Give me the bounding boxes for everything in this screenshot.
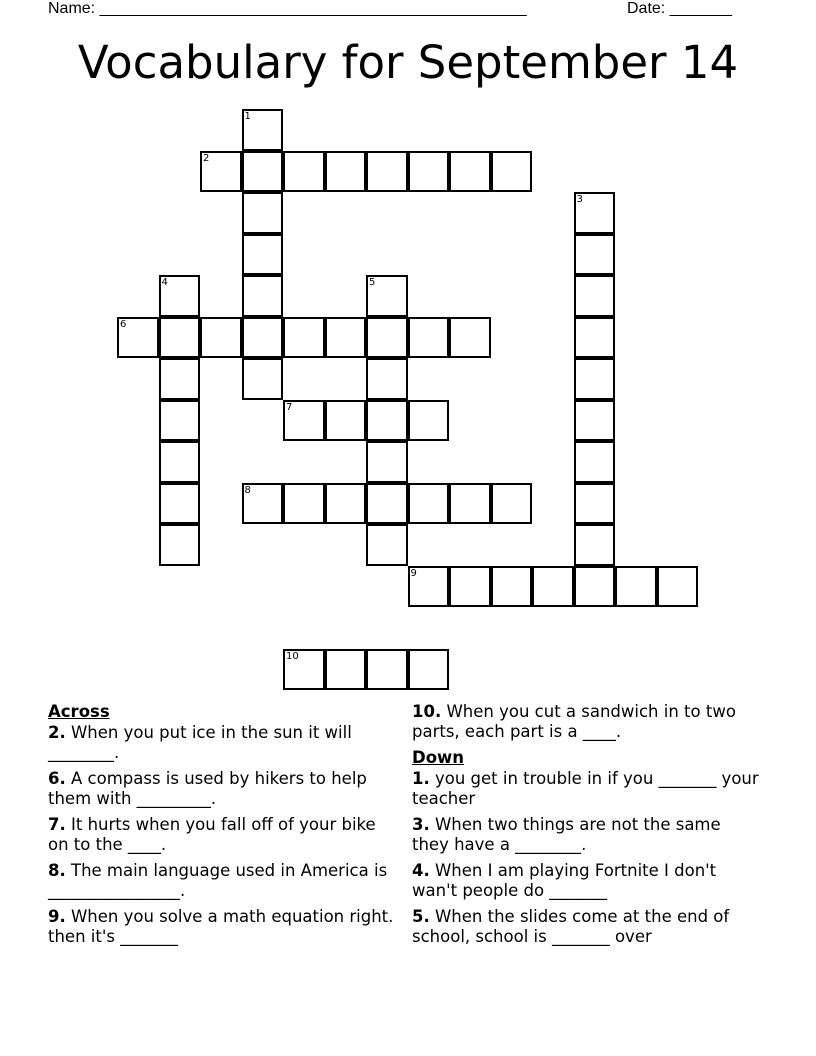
down-clue-3 — [412, 815, 762, 855]
crossword-cell[interactable] — [408, 649, 450, 691]
crossword-cell[interactable] — [325, 649, 367, 691]
crossword-cell[interactable] — [283, 483, 325, 525]
crossword-cell[interactable] — [325, 317, 367, 359]
clue-number-label: 3 — [576, 194, 583, 205]
crossword-cell[interactable] — [283, 151, 325, 193]
crossword-cell[interactable] — [657, 566, 699, 608]
crossword-cell[interactable] — [159, 483, 201, 525]
crossword-cell[interactable] — [449, 151, 491, 193]
crossword-cell[interactable] — [366, 649, 408, 691]
crossword-cell[interactable] — [574, 317, 616, 359]
crossword-cell[interactable] — [408, 317, 450, 359]
crossword-cell[interactable] — [242, 483, 284, 525]
across-heading: Across — [48, 702, 110, 721]
crossword-cell[interactable] — [366, 317, 408, 359]
crossword-cell[interactable] — [159, 275, 201, 317]
clue-number: 10. — [412, 702, 442, 721]
across-clue-6 — [48, 769, 398, 809]
crossword-cell[interactable] — [325, 483, 367, 525]
crossword-cell[interactable] — [283, 649, 325, 691]
crossword-cell[interactable] — [366, 524, 408, 566]
crossword-cell[interactable] — [449, 483, 491, 525]
crossword-cell[interactable] — [117, 317, 159, 359]
clue-text: It hurts when you fall off of your bike on to the ____. — [48, 815, 376, 854]
clue-number: 7. — [48, 815, 66, 834]
crossword-cell[interactable] — [408, 151, 450, 193]
crossword-cell[interactable] — [574, 524, 616, 566]
clue-number: 9. — [48, 907, 66, 926]
clue-text: The main language used in America is ________________. — [48, 861, 388, 900]
clue-number: 4. — [412, 861, 430, 880]
clue-text: When you cut a sandwich in to two parts, each part is a ____. — [412, 702, 736, 741]
clue-number-label: 2 — [203, 152, 210, 164]
crossword-cell[interactable] — [408, 566, 450, 608]
crossword-cell[interactable] — [242, 317, 284, 359]
crossword-cell[interactable] — [283, 400, 325, 442]
clue-text: When you solve a math equation right. then it's _______ — [48, 907, 394, 946]
clue-number-label: 6 — [120, 318, 127, 330]
clue-number: 3. — [412, 815, 430, 834]
crossword-cell[interactable] — [574, 566, 616, 608]
crossword-cell[interactable] — [574, 483, 616, 525]
down-clue-1 — [412, 769, 762, 809]
crossword-cell[interactable] — [242, 151, 284, 193]
crossword-cell[interactable] — [159, 400, 201, 442]
crossword-cell[interactable] — [200, 151, 242, 193]
clue-text: you get in trouble in if you _______ your teacher — [412, 769, 759, 808]
crossword-cell[interactable] — [532, 566, 574, 608]
across-clue-7 — [48, 815, 398, 855]
crossword-cell[interactable] — [366, 358, 408, 400]
crossword-cell[interactable] — [200, 317, 242, 359]
clues-left-column — [48, 702, 398, 953]
crossword-cell[interactable] — [159, 441, 201, 483]
crossword-cell[interactable] — [366, 151, 408, 193]
crossword-cell[interactable] — [615, 566, 657, 608]
clue-number: 2. — [48, 723, 66, 742]
crossword-cell[interactable] — [159, 358, 201, 400]
clue-number: 6. — [48, 769, 66, 788]
clue-number: 1. — [412, 769, 430, 788]
across-clue-10 — [412, 702, 762, 742]
date-field-label: Date: _______ — [627, 0, 732, 17]
crossword-cell[interactable] — [242, 234, 284, 276]
clue-text: A compass is used by hikers to help them with _________. — [48, 769, 367, 808]
clue-number-label: 7 — [286, 401, 293, 413]
clue-text: When the slides come at the end of school, school is _______ over — [412, 907, 730, 946]
across-clue-9 — [48, 907, 398, 947]
crossword-cell[interactable] — [242, 192, 284, 234]
crossword-cell[interactable] — [449, 566, 491, 608]
crossword-cell[interactable] — [491, 483, 533, 525]
clue-text: When I am playing Fortnite I don't wan't people do _______ — [412, 861, 717, 900]
crossword-cell[interactable] — [574, 441, 616, 483]
clue-number-label: 1 — [244, 111, 251, 122]
down-heading: Down — [412, 748, 465, 767]
crossword-cell[interactable] — [283, 317, 325, 359]
crossword-cell[interactable] — [366, 275, 408, 317]
crossword-cell[interactable] — [449, 317, 491, 359]
down-clue-5 — [412, 907, 762, 947]
crossword-cell[interactable] — [325, 151, 367, 193]
crossword-cell[interactable] — [574, 400, 616, 442]
clue-number-label: 5 — [369, 277, 376, 288]
crossword-cell[interactable] — [366, 400, 408, 442]
clue-number-label: 10 — [286, 650, 299, 662]
across-clue-2 — [48, 723, 398, 763]
crossword-cell[interactable] — [574, 358, 616, 400]
crossword-cell[interactable] — [366, 441, 408, 483]
crossword-cell[interactable] — [408, 483, 450, 525]
crossword-cell[interactable] — [242, 275, 284, 317]
crossword-cell[interactable] — [491, 151, 533, 193]
across-clue-8 — [48, 861, 398, 901]
crossword-cell[interactable] — [159, 317, 201, 359]
crossword-cell[interactable] — [159, 524, 201, 566]
page-title: Vocabulary for September 14 — [77, 36, 739, 89]
crossword-cell[interactable] — [408, 400, 450, 442]
down-clue-4 — [412, 861, 762, 901]
crossword-cell[interactable] — [242, 358, 284, 400]
crossword-cell[interactable] — [574, 234, 616, 276]
crossword-cell[interactable] — [574, 275, 616, 317]
clues-right-column — [412, 702, 762, 953]
clue-number: 5. — [412, 907, 430, 926]
crossword-cell[interactable] — [574, 192, 616, 234]
crossword-cell[interactable] — [242, 109, 284, 151]
clue-number: 8. — [48, 861, 66, 880]
name-field-label: Name: ________________________________________________ — [48, 0, 527, 17]
crossword-cell[interactable] — [366, 483, 408, 525]
clue-number-label: 4 — [161, 277, 168, 288]
clue-text: When two things are not the same they have a ________. — [412, 815, 721, 854]
clue-number-label: 8 — [244, 484, 251, 496]
clue-number-label: 9 — [410, 567, 417, 579]
crossword-grid — [118, 110, 718, 710]
crossword-cell[interactable] — [491, 566, 533, 608]
crossword-cell[interactable] — [325, 400, 367, 442]
clue-text: When you put ice in the sun it will ________. — [48, 723, 352, 762]
